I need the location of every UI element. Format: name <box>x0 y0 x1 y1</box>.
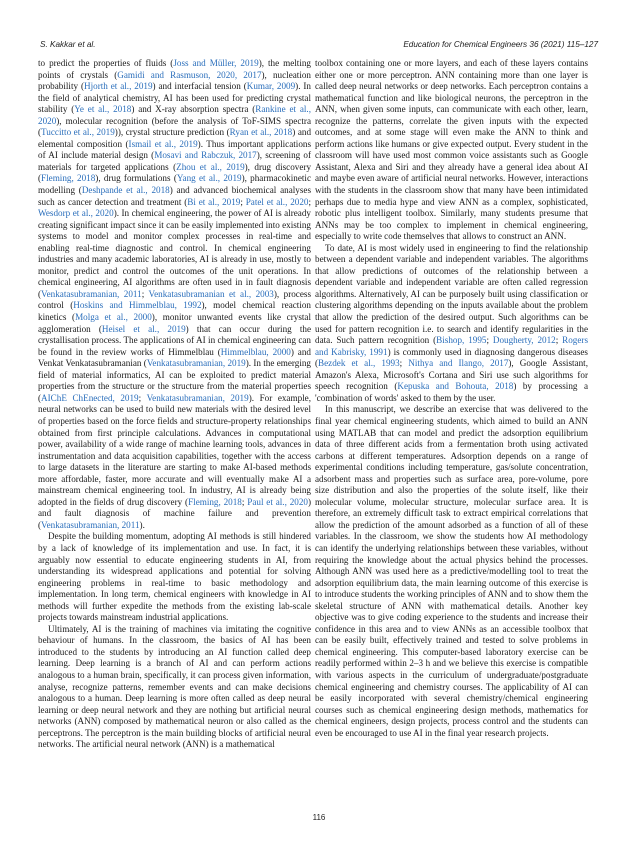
body-text: ), drug discovery ( <box>38 161 312 184</box>
body-paragraph <box>38 531 311 623</box>
body-text: ; <box>241 496 248 507</box>
body-text: ; <box>308 196 311 207</box>
citation-link[interactable]: Rankine et al., 2020 <box>38 104 311 126</box>
body-text: ) and Venkat Venkatasubramanian ( <box>38 346 311 369</box>
body-text: ), pharmacokinetic modelling ( <box>38 173 311 196</box>
citation-link[interactable]: Wesdorp et al., 2020 <box>38 208 114 219</box>
body-text: ), drug formulations ( <box>95 173 177 184</box>
citation-link[interactable]: AIChE ChEnected, 2019 <box>41 392 139 403</box>
citation-link[interactable]: Venkatasubramanian, 2019 <box>146 392 249 403</box>
body-paragraph <box>38 58 311 531</box>
citation-link[interactable]: Venkatasubramanian, 2019 <box>146 358 246 369</box>
body-text: ; <box>141 288 149 299</box>
body-text: ), nucleation probability ( <box>38 69 311 92</box>
body-text: to predict the properties of fluids ( <box>38 58 174 68</box>
body-text: ; <box>486 335 493 346</box>
body-text: ), Google Assistant, Amazon's Alexa, Microsoft's Cortana and Siri use such algorithms for speech recognition ( <box>315 358 588 392</box>
citation-link[interactable]: Venkatasubramanian, 2011 <box>41 288 142 299</box>
body-text: ), molecular recognition (before the analysis of ToF-SIMS spectra ( <box>38 115 311 138</box>
header-journal: Education for Chemical Engineers 36 (2021) 115–127 <box>403 40 598 49</box>
citation-link[interactable]: Bi et al., 2019 <box>187 196 241 207</box>
citation-link[interactable]: Dougherty, 2012 <box>492 335 556 346</box>
citation-link[interactable]: Himmelblau, 2000 <box>220 346 291 357</box>
page-number: 116 <box>312 813 326 822</box>
header-authors: S. Kakkar et al. <box>40 40 96 49</box>
citation-link[interactable]: Tuccitto et al., 2019 <box>41 127 115 138</box>
citation-link[interactable]: Ryan et al., 2018 <box>229 127 293 138</box>
body-text: ). <box>139 519 145 530</box>
right-text-column <box>315 58 588 739</box>
citation-link[interactable]: Rogers and Kabrisky, 1991 <box>315 335 588 357</box>
body-text: ) and interfacial tension ( <box>152 81 247 92</box>
body-text: ) and fault diagnosis of machine failure and prevention ( <box>38 496 311 530</box>
body-text: ) is commonly used in diagnosing dangerous diseases ( <box>315 346 588 369</box>
citation-link[interactable]: Bishop, 1995 <box>436 335 487 346</box>
body-text: )), crystal structure prediction ( <box>114 127 230 138</box>
citation-link[interactable]: Gamidi and Rasmuson, 2020, 2017 <box>117 69 262 80</box>
body-text: Despite the building momentum, adopting AI methods is still hindered by a lack of knowledge of its implementation and use. In fact, it is arguably now essential to educate engineering students in AI, from understanding its widespread applications and potential for solving engineering problems in real-time to basic methodology and implementation. In long term, chemical engineers with knowledge in AI methods will further expedite the methods from the existing lab-scale projects towards mainstream industrial applications. <box>38 531 311 623</box>
body-text: ), model chemical reaction kinetics ( <box>38 300 311 323</box>
citation-link[interactable]: Fleming, 2018 <box>41 173 96 184</box>
citation-link[interactable]: Fleming, 2018 <box>188 496 242 507</box>
citation-link[interactable]: Deshpande et al., 2018 <box>81 185 170 196</box>
body-text: ; <box>555 335 563 346</box>
citation-link[interactable]: Zhou et al., 2019 <box>176 161 245 172</box>
body-paragraph <box>315 58 588 243</box>
citation-link[interactable]: Venkatasubramanian et al., 2003 <box>148 288 274 299</box>
citation-link[interactable]: Ismail et al., 2019 <box>128 138 198 149</box>
citation-link[interactable]: Nithya and Ilango, 2017 <box>408 358 509 369</box>
body-text: ) and X-ray absorption spectra ( <box>131 104 256 115</box>
citation-link[interactable]: Venkatasubramanian, 2011 <box>41 519 140 530</box>
body-text: ) and elemental composition ( <box>38 127 312 149</box>
citation-link[interactable]: Molga et al., 2000 <box>75 312 152 323</box>
body-text: ). In the emerging field of material informatics, AI can be exploited to predict material properties from the structure or the structure from the material properties ( <box>38 358 311 403</box>
body-text: ; <box>138 392 147 403</box>
body-text: ) by processing a 'combination of words' asked to them by the user. <box>315 381 588 403</box>
body-text: ), monitor unwanted events like crystal agglomeration ( <box>38 312 311 334</box>
citation-link[interactable]: Hjorth et al., 2019 <box>84 81 153 92</box>
body-paragraph <box>315 243 588 405</box>
citation-link[interactable]: Joss and Müller, 2019 <box>173 58 259 68</box>
citation-link[interactable]: Hoskins and Himmelblau, 1992 <box>73 300 202 311</box>
body-text: Ultimately, AI is the training of machines via imitating the cognitive behaviour of humans. In the classroom, the basics of AI has been introduced to the students by introducing an AI function called deep learning. Deep learning is a branch of AI and can perform actions analogous to a human brain, specifically, it can process given information, analyse, recognize patterns, remember events and can make decisions analogous to a human. Deep learning is more often called as deep neural learning or deep neural network and they are nothing but artificial neural networks (ANN) composed by mathematical neuron or also called as the perceptrons. The perceptron is the main building blocks of artificial neural networks. The artificial neural network (ANN) is a mathematical <box>38 623 311 750</box>
body-text: ). In the field of analytical chemistry, AI has been used for predicting crystal stability ( <box>38 81 311 115</box>
citation-link[interactable]: Yang et al., 2019 <box>176 173 242 184</box>
body-text: ). In chemical engineering, the power of AI is already creating significant impact since it can be easily implemented into existing systems to model and monitor complex processes in real-time and enabling real-time diagnostic and control. In chemical engineering industries and many academic laboratories, AI is already in use, mostly to monitor, predict and control the outcomes of the unit operations. In chemical engineering, AI algorithms are often used in in fault diagnosis ( <box>38 208 311 299</box>
running-header <box>40 40 598 54</box>
body-text: ), screening of materials for targeted applications ( <box>38 150 311 172</box>
body-text: ), process control ( <box>38 288 312 311</box>
body-text: ; <box>399 358 409 369</box>
citation-link[interactable]: Kumar, 2009 <box>246 81 296 92</box>
citation-link[interactable]: Paul et al., 2020 <box>247 496 308 507</box>
citation-link[interactable]: Ye et al., 2018 <box>74 104 132 115</box>
body-paragraph <box>38 624 311 751</box>
citation-link[interactable]: Heisel et al., 2019 <box>101 323 186 334</box>
citation-link[interactable]: Patel et al., 2020 <box>245 196 309 207</box>
citation-link[interactable]: Kepuska and Bohouta, 2018 <box>397 381 514 392</box>
body-text: ). Thus important applications of AI include material design ( <box>38 138 311 161</box>
body-paragraph <box>315 404 588 739</box>
body-text: To date, AI is most widely used in engineering to find the relationship between a dependent variable and independent variables. The algorithms that allow predictions of outcomes of the relationship between a dependent variable and independent variable are often called regression algorithms. Alternatively, AI can be purposely built using classification or clustering algorithms depending on the inputs available about the problem that allow the prediction of the desired output. Such algorithms can be used for pattern recognition i.e. to search and identify regularities in the data. Such pattern recognition ( <box>315 242 588 346</box>
body-text: ) that can occur during the crystallisation process. The applications of AI in chemical engineering can be found in the review works of Himmelblau ( <box>38 323 312 357</box>
left-text-column <box>38 58 311 751</box>
body-text: ), the melting points of crystals ( <box>38 58 311 80</box>
citation-link[interactable]: Bezdek et al., 1993 <box>318 358 400 369</box>
body-text: ) and advanced biochemical analyses such as cancer detection and treatment ( <box>38 185 311 207</box>
body-text: In this manuscript, we describe an exercise that was delivered to the final year chemical engineering students, which aimed to build an ANN using MATLAB that can model and predict the adsorption equilibrium data of three different acids from a fermentation broth using activated carbons at different temperatures. Adsorption depends on a range of experimental conditions including temperature, gas/solute concentration, adsorbent mass and properties such as surface area, pore-volume, pore size distribution and also the properties of the solute itself, like their molecular volume, molecular structure, molecular surface area. It is therefore, an extremely difficult task to extract empirical correlations that allow the prediction of the amount adsorbed as a function of all of these variables. In the classroom, we show the students how AI methodology can identify the underlying relationships between these variables, without requiring the knowledge about the actual physics behind the processes. Although ANN was used here as a predictive/modelling tool to treat the adsorption equilibrium data, the main learning outcome of this exercise is to introduce students the working principles of ANN and to show them the skeletal structure of ANN with mathematical details. Another key objective was to give coding experience to the students and increase their confidence in this area and to view ANNs as an accessible toolbox that can be easily built, effectively trained and tested to solve problems in chemical engineering. This computer-based laboratory exercise can be readily performed within 2–3 h and we believe this exercise is compatible with various aspects in the curriculum of undergraduate/postgraduate chemical engineering and chemistry courses. The applicability of AI can be easily incorporated with several chemistry/chemical engineering courses such as chemical engineering design methods, mathematics for chemical engineers, design projects, process control and the students can even be encouraged to use AI in the final year research projects. <box>315 404 588 738</box>
body-text: toolbox containing one or more layers, and each of these layers contains either one or more perceptron. ANN containing more than one layer is called deep neural networks or deep networks. Each perceptron contains a mathematical function and like biological neurons, the perceptron in the ANN, when given some inputs, can communicate with each other, learn, recognize the patterns, correlate the given inputs with the expected outcomes, and at some stage will even make the ANN to think and perform actions like humans or give expected output. Every student in the classroom will have used most common voice assistants such as Google Assistant, Alexa and Siri and they already have a general idea about AI and maybe even aware of artificial neural networks. However, interactions with the students in the classroom show that many have been intimidated perhaps due to media hype and view ANN as a complex, sophisticated, robotic plus intelligent toolbox. Similarly, many students presume that ANNs may be too complex to implement in chemical engineering, especially to write code themselves that allows to construct an ANN. <box>315 58 588 242</box>
citation-link[interactable]: Mosavi and Rabczuk, 2017 <box>154 150 257 161</box>
body-text: ; <box>240 196 246 207</box>
body-text: ). For example, neural networks can be used to build new materials with the desired level of properties based on the force fields and structure-property relationships obtained from first principle calculations. Advances in computational power, availability of a wide range of machine learning tools, advances in instrumentation and data acquisition capabilities, together with the access to large datasets in the literature are starting to make AI-based methods more affordable, faster, more accurate and will eventually make AI a mainstream chemical engineering tool. In industry, AI is already being adopted in the fields of drug discovery ( <box>38 392 312 507</box>
